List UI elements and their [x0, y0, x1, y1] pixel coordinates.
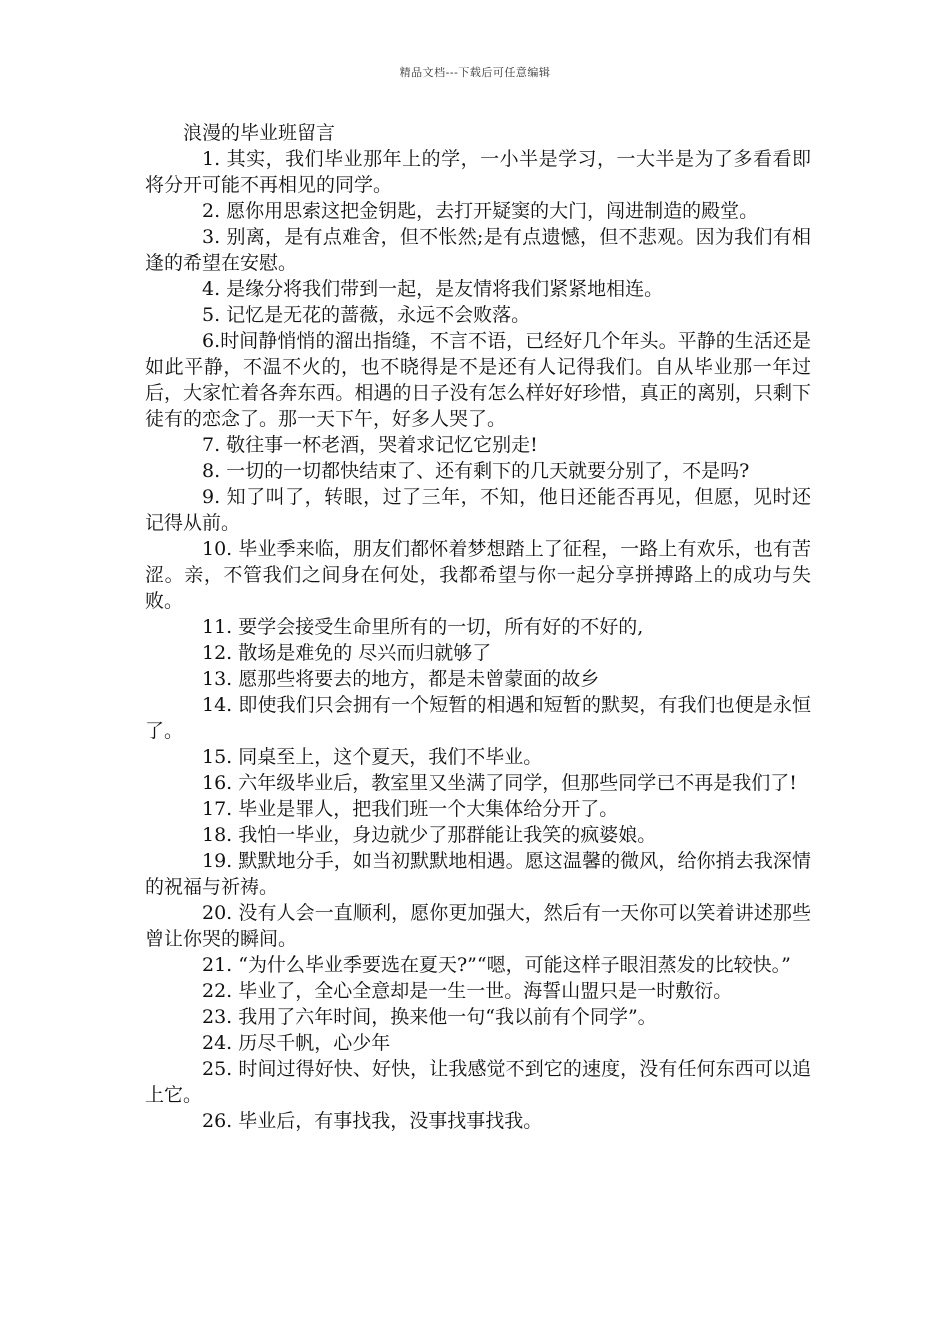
- message-item: 5. 记忆是无花的蔷薇，永远不会败落。: [202, 304, 531, 326]
- document-body: [145, 120, 811, 1134]
- message-item: 22. 毕业了，全心全意却是一生一世。海誓山盟只是一时敷衍。: [202, 980, 733, 1002]
- message-item: 2. 愿你用思索这把金钥匙，去打开疑窦的大门，闯进制造的殿堂。: [202, 200, 759, 222]
- message-item: 3. 别离，是有点难舍，但不怅然;是有点遗憾，但不悲观。因为我们有相逢的希望在安慰。: [145, 226, 811, 274]
- message-item: 23. 我用了六年时间，换来他一句“我以前有个同学”。: [202, 1006, 657, 1028]
- message-item: 19. 默默地分手，如当初默默地相遇。愿这温馨的微风，给你捎去我深情的祝福与祈祷。: [145, 850, 811, 898]
- message-item: 10. 毕业季来临，朋友们都怀着梦想踏上了征程，一路上有欢乐，也有苦涩。亲，不管我们之间身在何处，我都希望与你一起分享拼搏路上的成功与失败。: [145, 538, 811, 612]
- message-item: 8. 一切的一切都快结束了、还有剩下的几天就要分别了，不是吗?: [202, 460, 750, 482]
- message-item: 17. 毕业是罪人，把我们班一个大集体给分开了。: [202, 798, 619, 820]
- message-item: 14. 即使我们只会拥有一个短暂的相遇和短暂的默契，有我们也便是永恒了。: [145, 694, 811, 742]
- message-item: 15. 同桌至上，这个夏天，我们不毕业。: [202, 746, 543, 768]
- message-list: [145, 146, 811, 1134]
- message-item: 6.时间静悄悄的溜出指缝，不言不语，已经好几个年头。平静的生活还是如此平静，不温不火的，也不晓得是不是还有人记得我们。自从毕业那一年过后，大家忙着各奔东西。相遇的日子没有怎么样好好珍惜，真正的离别，只剩下徒有的恋念了。那一天下午，好多人哭了。: [145, 330, 811, 430]
- message-item: 9. 知了叫了，转眼，过了三年，不知，他日还能否再见，但愿，见时还记得从前。: [145, 486, 811, 534]
- message-item: 20. 没有人会一直顺利，愿你更加强大，然后有一天你可以笑着讲述那些曾让你哭的瞬间。: [145, 902, 811, 950]
- message-item: 18. 我怕一毕业，身边就少了那群能让我笑的疯婆娘。: [202, 824, 657, 846]
- document-title: 浪漫的毕业班留言: [183, 122, 336, 144]
- message-item: 4. 是缘分将我们带到一起，是友情将我们紧紧地相连。: [202, 278, 664, 300]
- message-item: 21. “为什么毕业季要选在夏天?”“嗯，可能这样子眼泪蒸发的比较快。”: [202, 954, 791, 976]
- message-item: 26. 毕业后，有事找我，没事找事找我。: [202, 1110, 543, 1132]
- page-header: 精品文档---下载后可任意编辑: [399, 66, 551, 79]
- message-item: 25. 时间过得好快、好快，让我感觉不到它的速度，没有任何东西可以追上它。: [145, 1058, 811, 1106]
- message-item: 13. 愿那些将要去的地方，都是未曾蒙面的故乡: [202, 668, 600, 690]
- message-item: 11. 要学会接受生命里所有的一切，所有好的不好的,: [202, 616, 644, 638]
- message-item: 1. 其实，我们毕业那年上的学，一小半是学习，一大半是为了多看看即将分开可能不再相见的同学。: [145, 148, 811, 196]
- message-item: 16. 六年级毕业后，教室里又坐满了同学，但那些同学已不再是我们了!: [202, 772, 797, 794]
- message-item: 7. 敬往事一杯老酒，哭着求记忆它别走!: [202, 434, 538, 456]
- message-item: 24. 历尽千帆，心少年: [202, 1032, 391, 1054]
- message-item: 12. 散场是难免的 尽兴而归就够了: [202, 642, 492, 664]
